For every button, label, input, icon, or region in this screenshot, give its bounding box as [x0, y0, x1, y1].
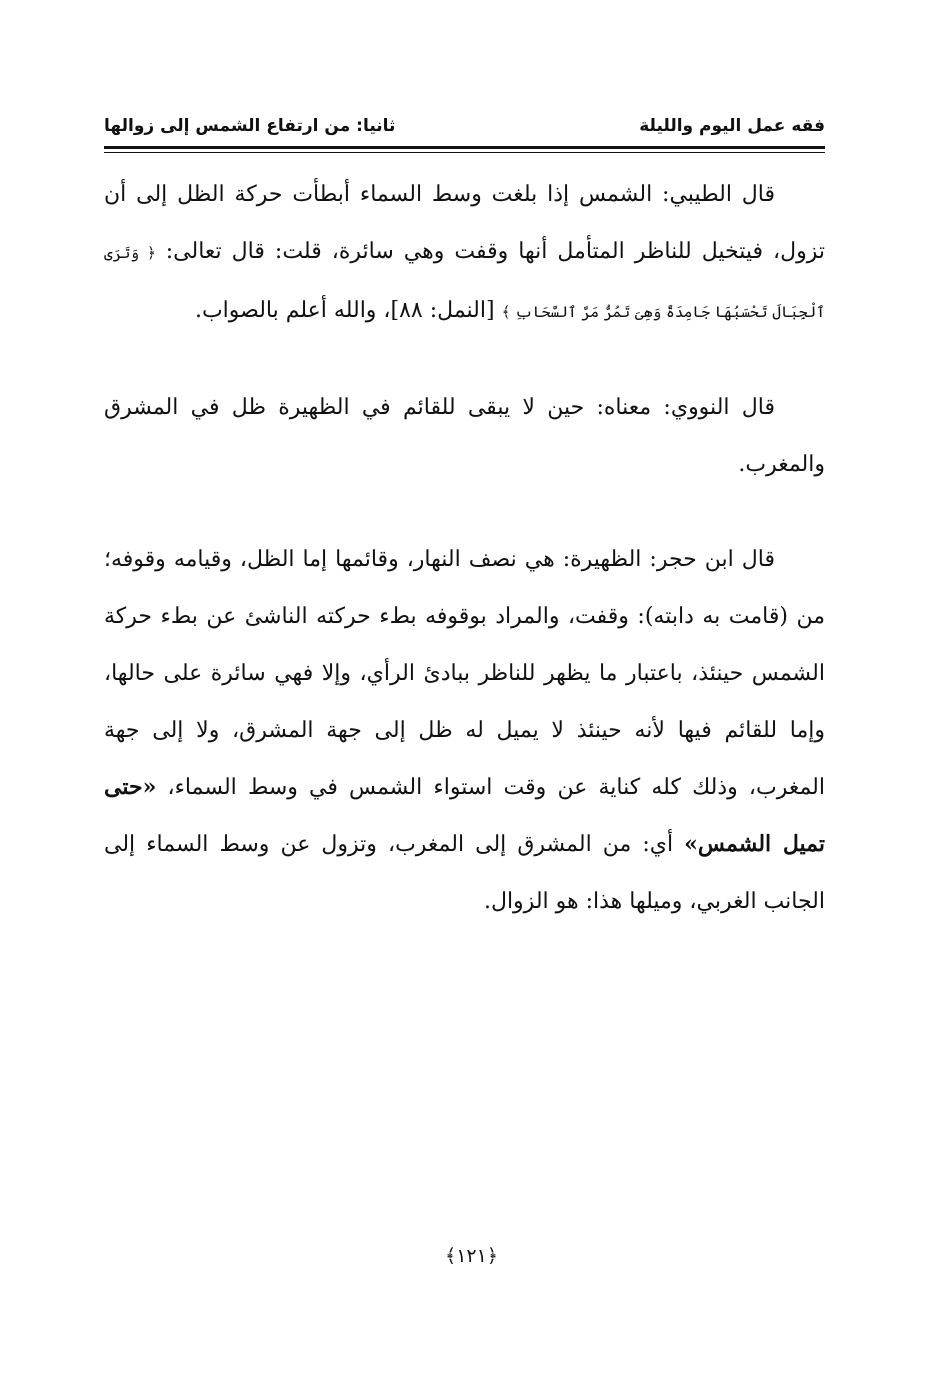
paragraph-ibn-hajar-text: قال ابن حجر: الظهيرة: هي نصف النهار، وقائمها إما الظل، وقيامه وقوفه؛ من (قامت به دابته): وقفت، والمراد بوقوفه بطء حركته الناشئ عن بطء حركة الشمس حينئذ، باعتبار ما يظهر للناظر ببادئ الرأي، وإلا فهي سائرة على حالها، وإما للقائم فيها لأنه حينئذ لا يميل له ظل إلى جهة المشرق، ولا إلى جهة المغرب، وذلك كله كناية عن وقت استواء الشمس في وسط السماء، [104, 547, 825, 800]
paragraph-ibn-hajar-tail: أي: من المشرق إلى المغرب، وتزول عن وسط السماء إلى الجانب الغربي، وميلها هذا: هو الزوال. [104, 832, 825, 914]
book-title: فقه عمل اليوم والليلة [639, 116, 825, 136]
hadith-quote: «حتى تميل الشمس» [104, 774, 825, 857]
paragraph-nawawi [104, 379, 825, 493]
page-number: ﴿١٢١﴾ [445, 1245, 498, 1267]
header-rule-thin [104, 152, 825, 153]
running-header [104, 116, 825, 142]
paragraph-tibi-tail: [النمل: ٨٨]، والله أعلم بالصواب. [194, 298, 502, 323]
paragraph-tibi [104, 166, 825, 341]
quran-verse: ﴿ وَتَرَى ٱلْجِبَالَ تَحْسَبُهَا جَامِدَةً وَهِىَ تَمُرُّ مَرَّ ٱلسَّحَابِ ﴾ [104, 244, 825, 321]
paragraph-nawawi-text: قال النووي: معناه: حين لا يبقى للقائم في الظهيرة ظل في المشرق والمغرب. [104, 395, 825, 477]
paragraph-tibi-text: قال الطيبي: الشمس إذا بلغت وسط السماء أبطأت حركة الظل إلى أن تزول، فيتخيل للناظر المتأمل أنها وقفت وهي سائرة، قلت: قال تعالى: [104, 182, 826, 264]
header-rule-thick [104, 146, 825, 149]
paragraph-ibn-hajar [104, 531, 825, 930]
section-title: ثانيا: من ارتفاع الشمس إلى زوالها [104, 116, 396, 136]
page-body [104, 166, 825, 930]
